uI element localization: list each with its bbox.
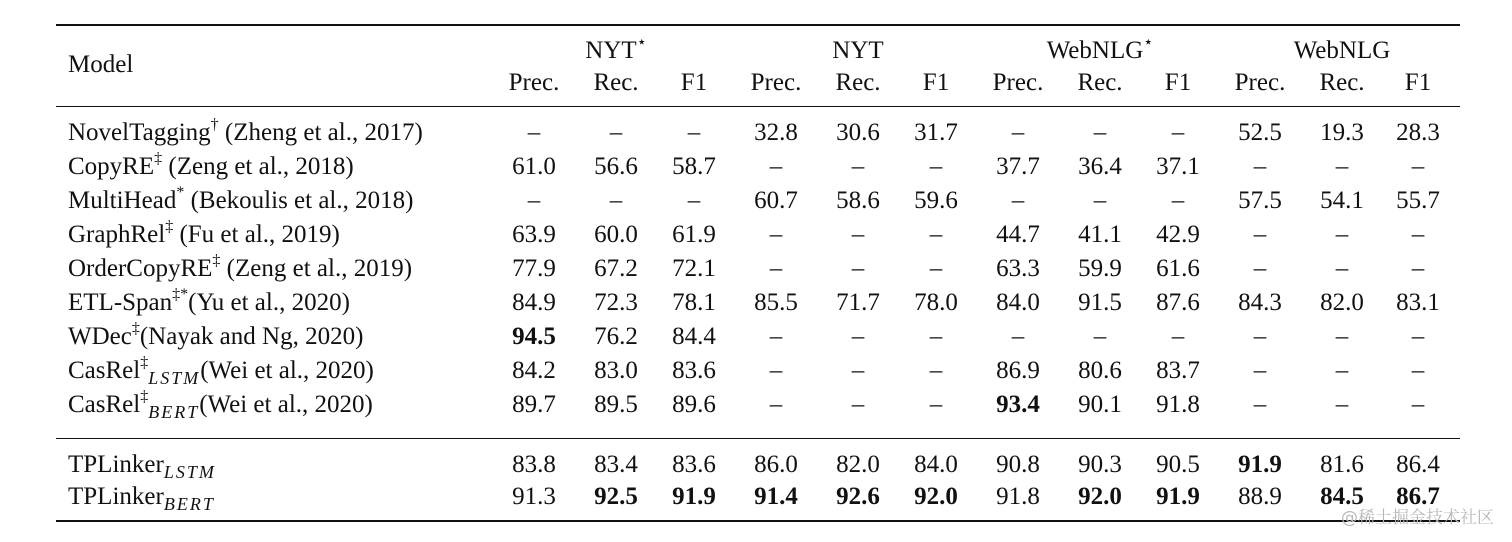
value-cell: 67.2 — [594, 255, 638, 282]
value-cell: 83.0 — [594, 357, 638, 384]
value-cell: – — [1171, 119, 1185, 146]
value-cell: – — [1253, 323, 1267, 350]
value-cell: – — [1411, 357, 1425, 384]
value-cell: 61.9 — [672, 221, 716, 248]
value-cell: 37.1 — [1156, 153, 1200, 180]
value-cell: 83.7 — [1156, 357, 1200, 384]
model-name: GraphRel — [68, 221, 166, 248]
value-cell: 90.8 — [996, 451, 1040, 478]
model-name: CopyRE — [68, 153, 155, 180]
value-cell: – — [1171, 323, 1185, 350]
value-cell: 90.5 — [1156, 451, 1200, 478]
value-cell: 72.1 — [672, 255, 716, 282]
value-cell: 91.9 — [1156, 483, 1200, 510]
metric-header: Prec. — [750, 69, 802, 96]
value-cell: 61.6 — [1156, 255, 1200, 282]
value-cell: 87.6 — [1156, 289, 1200, 316]
value-cell: – — [851, 255, 865, 282]
value-cell: – — [527, 119, 541, 146]
value-cell: 77.9 — [512, 255, 556, 282]
value-cell: 91.5 — [1078, 289, 1122, 316]
value-cell: 54.1 — [1320, 187, 1364, 214]
value-cell: 30.6 — [836, 119, 880, 146]
value-cell: – — [1335, 391, 1349, 418]
value-cell: – — [1093, 187, 1107, 214]
value-cell: 80.6 — [1078, 357, 1122, 384]
value-cell: – — [769, 357, 783, 384]
model-mark: ‡ — [154, 149, 163, 167]
value-cell: 84.5 — [1320, 483, 1364, 510]
value-cell: 83.8 — [512, 451, 556, 478]
value-cell: 83.1 — [1396, 289, 1440, 316]
value-cell: 91.8 — [1156, 391, 1200, 418]
dataset-header-3 — [1222, 36, 1462, 66]
value-cell: 55.7 — [1396, 187, 1440, 214]
value-cell: 83.6 — [672, 451, 716, 478]
value-cell: 92.6 — [836, 483, 880, 510]
value-cell: 91.4 — [754, 483, 798, 510]
model-citation: (Yu et al., 2020) — [188, 289, 350, 316]
value-cell: 85.5 — [754, 289, 798, 316]
value-cell: – — [1253, 255, 1267, 282]
value-cell: 36.4 — [1078, 153, 1122, 180]
metric-header: F1 — [1164, 69, 1192, 96]
model-citation: (Zeng et al., 2018) — [162, 153, 354, 180]
value-cell: – — [1411, 153, 1425, 180]
value-cell: – — [769, 323, 783, 350]
model-name: CasRel — [68, 391, 141, 418]
header-rule — [56, 106, 1460, 107]
model-name-cell — [68, 149, 354, 182]
dataset-mark: ⋆ — [636, 33, 647, 51]
value-cell: – — [1011, 323, 1025, 350]
value-cell: 91.9 — [672, 483, 716, 510]
value-cell: 93.4 — [996, 391, 1040, 418]
metric-header: Rec. — [1319, 69, 1365, 96]
value-cell: – — [1011, 187, 1025, 214]
value-cell: 83.6 — [672, 357, 716, 384]
model-name: ETL-Span — [68, 289, 173, 316]
model-name-cell — [68, 115, 423, 148]
value-cell: 84.3 — [1238, 289, 1282, 316]
value-cell: 84.2 — [512, 357, 556, 384]
value-cell: 76.2 — [594, 323, 638, 350]
value-cell: 78.1 — [672, 289, 716, 316]
dataset-header-1 — [738, 36, 978, 66]
model-citation: (Nayak and Ng, 2020) — [139, 323, 364, 350]
value-cell: 84.4 — [672, 323, 716, 350]
value-cell: 42.9 — [1156, 221, 1200, 248]
value-cell: – — [687, 187, 701, 214]
watermark: @稀土掘金技术社区 — [1341, 508, 1494, 528]
value-cell: 91.8 — [996, 483, 1040, 510]
value-cell: 58.7 — [672, 153, 716, 180]
model-name-cell — [68, 251, 413, 284]
value-cell: 78.0 — [914, 289, 958, 316]
value-cell: 72.3 — [594, 289, 638, 316]
value-cell: 82.0 — [1320, 289, 1364, 316]
dataset-name: WebNLG — [1293, 37, 1391, 64]
value-cell: – — [1253, 221, 1267, 248]
value-cell: 60.7 — [754, 187, 798, 214]
value-cell: – — [609, 187, 623, 214]
model-name: TPLinker — [68, 483, 164, 510]
value-cell: 60.0 — [594, 221, 638, 248]
dataset-name: NYT — [832, 37, 884, 64]
value-cell: 86.0 — [754, 451, 798, 478]
value-cell: – — [1253, 153, 1267, 180]
value-cell: 91.3 — [512, 483, 556, 510]
model-column-header: Model — [68, 51, 134, 78]
value-cell: – — [1411, 323, 1425, 350]
value-cell: – — [929, 323, 943, 350]
value-cell: 92.5 — [594, 483, 638, 510]
model-variant: BERT — [148, 402, 200, 422]
model-name: WDec — [68, 323, 132, 350]
metric-header: Prec. — [992, 69, 1044, 96]
value-cell: – — [929, 391, 943, 418]
value-cell: – — [1253, 357, 1267, 384]
value-cell: 61.0 — [512, 153, 556, 180]
value-cell: – — [769, 255, 783, 282]
value-cell: 86.4 — [1396, 451, 1440, 478]
value-cell: – — [929, 221, 943, 248]
model-name-cell — [68, 353, 374, 388]
value-cell: – — [687, 119, 701, 146]
value-cell: 82.0 — [836, 451, 880, 478]
model-mark: ‡ — [131, 319, 140, 337]
value-cell: – — [769, 391, 783, 418]
value-cell: – — [769, 221, 783, 248]
model-citation: (Zheng et al., 2017) — [218, 119, 423, 146]
value-cell: – — [1411, 391, 1425, 418]
value-cell: 59.6 — [914, 187, 958, 214]
value-cell: – — [1253, 391, 1267, 418]
value-cell: 91.9 — [1238, 451, 1282, 478]
value-cell: 89.5 — [594, 391, 638, 418]
value-cell: – — [769, 153, 783, 180]
model-variant: LSTM — [148, 368, 201, 388]
value-cell: 92.0 — [1078, 483, 1122, 510]
value-cell: 59.9 — [1078, 255, 1122, 282]
metric-header: F1 — [680, 69, 708, 96]
value-cell: 89.7 — [512, 391, 556, 418]
value-cell: – — [929, 255, 943, 282]
model-mark: ‡* — [172, 285, 189, 303]
model-citation: (Bekoulis et al., 2018) — [184, 187, 414, 214]
value-cell: 63.3 — [996, 255, 1040, 282]
value-cell: 84.9 — [512, 289, 556, 316]
value-cell: – — [851, 221, 865, 248]
metric-header: Rec. — [1077, 69, 1123, 96]
model-citation: (Wei et al., 2020) — [200, 357, 374, 384]
value-cell: 32.8 — [754, 119, 798, 146]
model-citation: (Wei et al., 2020) — [199, 391, 373, 418]
metric-header: F1 — [1404, 69, 1432, 96]
value-cell: 41.1 — [1078, 221, 1122, 248]
metric-header: Rec. — [835, 69, 881, 96]
bottom-rule — [56, 520, 1460, 522]
value-cell: – — [851, 391, 865, 418]
value-cell: 58.6 — [836, 187, 880, 214]
dataset-header-2 — [980, 33, 1220, 66]
model-mark: † — [210, 115, 219, 133]
dataset-name: NYT — [585, 37, 637, 64]
value-cell: 37.7 — [996, 153, 1040, 180]
value-cell: – — [1411, 221, 1425, 248]
value-cell: 19.3 — [1320, 119, 1364, 146]
model-name-cell — [68, 319, 364, 352]
value-cell: 90.3 — [1078, 451, 1122, 478]
value-cell: 63.9 — [512, 221, 556, 248]
model-name: NovelTagging — [68, 119, 211, 146]
value-cell: 52.5 — [1238, 119, 1282, 146]
model-citation: (Fu et al., 2019) — [173, 221, 340, 248]
value-cell: – — [1093, 323, 1107, 350]
value-cell: 88.9 — [1238, 483, 1282, 510]
value-cell: – — [1411, 255, 1425, 282]
value-cell: 81.6 — [1320, 451, 1364, 478]
value-cell: 86.9 — [996, 357, 1040, 384]
model-citation: (Zeng et al., 2019) — [220, 255, 413, 282]
metric-header: Rec. — [593, 69, 639, 96]
value-cell: 57.5 — [1238, 187, 1282, 214]
value-cell: 84.0 — [914, 451, 958, 478]
value-cell: 83.4 — [594, 451, 638, 478]
value-cell: 86.7 — [1396, 483, 1440, 510]
value-cell: 28.3 — [1396, 119, 1440, 146]
model-name: CasRel — [68, 357, 141, 384]
metric-header: F1 — [922, 69, 950, 96]
value-cell: – — [929, 357, 943, 384]
value-cell: 84.0 — [996, 289, 1040, 316]
model-mark: ‡ — [212, 251, 221, 269]
section-rule — [56, 438, 1460, 439]
value-cell: – — [609, 119, 623, 146]
model-mark: ‡ — [140, 353, 149, 371]
value-cell: 92.0 — [914, 483, 958, 510]
value-cell: 89.6 — [672, 391, 716, 418]
dataset-mark: ⋆ — [1143, 33, 1154, 51]
dataset-header-0 — [496, 33, 736, 66]
value-cell: – — [1335, 221, 1349, 248]
value-cell: 71.7 — [836, 289, 880, 316]
model-name: TPLinker — [68, 451, 164, 478]
model-name-cell — [68, 450, 216, 480]
value-cell: 94.5 — [512, 323, 556, 350]
value-cell: – — [527, 187, 541, 214]
metric-header: Prec. — [1234, 69, 1286, 96]
model-mark: * — [176, 183, 185, 201]
model-name-cell — [68, 285, 350, 318]
model-name-cell — [68, 482, 215, 512]
model-name-cell — [68, 183, 414, 216]
value-cell: – — [1011, 119, 1025, 146]
model-mark: ‡ — [165, 217, 174, 235]
value-cell: – — [1335, 357, 1349, 384]
value-cell: 31.7 — [914, 119, 958, 146]
model-name: OrderCopyRE — [68, 255, 213, 282]
value-cell: – — [929, 153, 943, 180]
value-cell: – — [851, 357, 865, 384]
value-cell: 56.6 — [594, 153, 638, 180]
model-mark: ‡ — [140, 387, 149, 405]
model-name-cell — [68, 387, 373, 422]
value-cell: – — [1335, 153, 1349, 180]
model-variant: BERT — [163, 494, 215, 514]
value-cell: – — [1335, 255, 1349, 282]
value-cell: – — [1335, 323, 1349, 350]
value-cell: – — [851, 153, 865, 180]
model-name-cell — [68, 217, 340, 250]
value-cell: – — [1171, 187, 1185, 214]
value-cell: 90.1 — [1078, 391, 1122, 418]
metric-header: Prec. — [508, 69, 560, 96]
value-cell: – — [851, 323, 865, 350]
model-name: MultiHead — [68, 187, 177, 214]
dataset-name: WebNLG — [1046, 37, 1144, 64]
model-variant: LSTM — [163, 462, 216, 482]
top-rule — [56, 24, 1460, 26]
value-cell: 44.7 — [996, 221, 1040, 248]
value-cell: – — [1093, 119, 1107, 146]
